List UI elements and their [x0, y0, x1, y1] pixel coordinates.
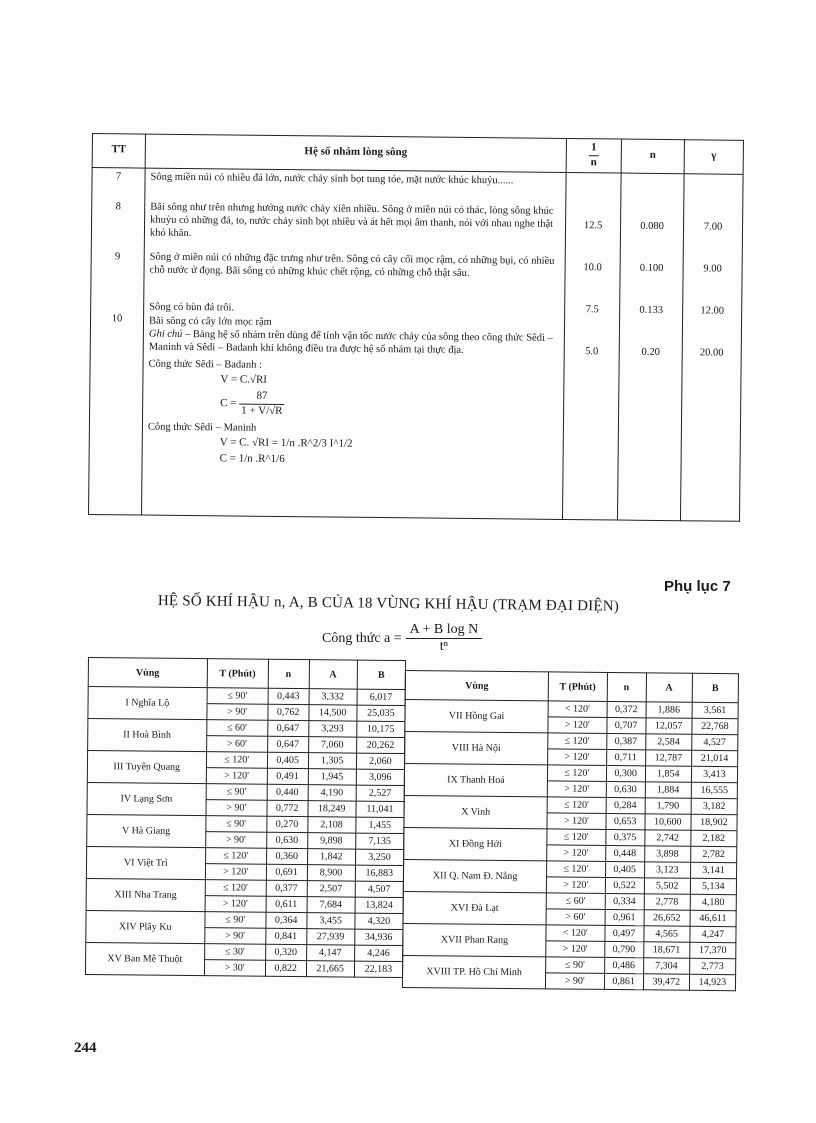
a-value: 4,190: [308, 785, 356, 801]
inv-n-value: 5.0: [585, 345, 599, 357]
n-value: 0,961: [605, 909, 644, 925]
region-header: Vùng: [88, 658, 207, 688]
table-row: [87, 751, 404, 770]
tt-9: 9: [115, 250, 121, 262]
n-value: 0,284: [606, 797, 645, 813]
t-value: ≤ 120': [205, 848, 266, 865]
table-row: [403, 891, 736, 910]
t-value: > 120': [547, 845, 606, 862]
table-row: [404, 827, 737, 846]
a-value: 7,304: [643, 958, 689, 974]
t-header: T (Phút): [207, 659, 268, 689]
climate-table-left: [85, 657, 406, 978]
n-value: 0,443: [268, 688, 309, 704]
n-value: 0,300: [606, 765, 645, 781]
a-value: 21,665: [306, 961, 354, 977]
b-value: 3,561: [692, 702, 738, 718]
b-value: 2,182: [691, 830, 737, 846]
table-row: [87, 846, 404, 865]
tt-10: 10: [111, 312, 123, 324]
tt-column: [89, 167, 146, 515]
b-value: 17,370: [690, 942, 736, 958]
col-inv-n-header: [566, 138, 621, 172]
region-header: Vùng: [405, 671, 548, 701]
formula1-c-lhs: C =: [220, 396, 237, 410]
table-row: [404, 795, 737, 814]
table-row: [404, 764, 737, 783]
a-value: 1,305: [308, 753, 356, 769]
t-value: > 30': [204, 960, 265, 977]
t-value: > 90': [545, 973, 604, 990]
b-value: 4,180: [690, 894, 736, 910]
a-value: 2,108: [307, 817, 355, 833]
region-name: XIII Nha Trang: [86, 878, 205, 911]
formula1-c-num: 87: [239, 389, 285, 404]
n-value: 0,630: [266, 832, 307, 848]
n-value: 0.080: [640, 220, 664, 232]
n-value: 0,707: [606, 717, 645, 733]
t-value: ≤ 90': [207, 688, 268, 705]
a-value: 27,939: [306, 929, 354, 945]
t-value: ≤ 120': [547, 861, 606, 878]
a-value: 12,057: [646, 718, 692, 734]
desc-8: Bãi sông như trên nhưng hướng nước chảy xiên nhiều. Sông ở miền núi có thác, lòng sông khúc khuỷu có những đá, to, nước chảy sinh bọt nhiều và át hết mọi âm thanh, nói với nhau nghe thật khó khăn.: [149, 201, 554, 239]
region-name: XVIII TP. Hồ Chí Minh: [402, 955, 545, 988]
n-value: 0,405: [267, 752, 308, 768]
a-value: 1,790: [645, 798, 691, 814]
formula2-label: Công thức Sêdi – Maninh: [147, 421, 257, 434]
t-value: > 120': [548, 717, 607, 734]
n-value: 0,491: [267, 768, 308, 784]
n-value: 0,405: [605, 861, 644, 877]
roughness-table: [88, 133, 744, 521]
b-value: 2,782: [690, 846, 736, 862]
desc-column: [142, 168, 567, 519]
n-value: 0,320: [265, 944, 306, 960]
desc-9: Sông ở miền núi có những đặc trưng như trên. Sông có cây cối mọc rậm, có những bụi, có nhiều chỗ nước ứ đọng. Bãi sông có những khúc chết rộng, có những chỗ thật sâu.: [149, 251, 555, 279]
b-value: 2,060: [356, 753, 404, 769]
t-value: > 120': [548, 749, 607, 766]
t-value: ≤ 120': [547, 829, 606, 846]
region-name: IV Lạng Sơn: [87, 782, 206, 815]
table-row: [403, 923, 736, 942]
n-value: 0,841: [265, 928, 306, 944]
gamma-value: 20.00: [699, 346, 724, 359]
climate-header-row: [405, 671, 738, 703]
region-name: XII Q. Nam Đ. Nẵng: [403, 859, 546, 892]
inv-n-denominator: n: [590, 155, 597, 169]
n-value: 0,448: [605, 845, 644, 861]
a-value: 7,684: [307, 897, 355, 913]
n-value: 0,497: [604, 925, 643, 941]
b-value: 22,768: [692, 718, 738, 734]
table-row: [86, 910, 403, 929]
b-value: 4,320: [355, 913, 403, 929]
climate-table-right: [402, 670, 739, 991]
b-value: 16,883: [355, 865, 403, 881]
a-value: 4,565: [644, 926, 690, 942]
n-value: 0,360: [266, 848, 307, 864]
tt-9b: [96, 300, 138, 312]
region-name: XIV Plây Ku: [86, 910, 205, 943]
b-value: 3,413: [691, 766, 737, 782]
region-name: XV Ban Mê Thuột: [85, 942, 204, 975]
page-number: 244: [74, 1040, 97, 1056]
a-value: 2,507: [307, 881, 355, 897]
formula1-label: Công thức Sêdi – Badanh :: [148, 358, 262, 371]
b-value: 20,262: [356, 737, 404, 753]
a-value: 9,898: [307, 833, 355, 849]
b-value: 4,527: [692, 734, 738, 750]
n-value: 0,486: [604, 957, 643, 973]
intensity-formula: [322, 622, 482, 655]
t-value: ≤ 120': [547, 797, 606, 814]
t-value: > 120': [547, 813, 606, 830]
table-row: [88, 719, 405, 738]
b-value: 11,041: [356, 801, 404, 817]
section-title: HỆ SỐ KHÍ HẬU n, A, B CỦA 18 VÙNG KHÍ HẬU (TRẠM ĐẠI DIỆN): [157, 593, 620, 615]
b-header: B: [357, 660, 406, 689]
a-value: 2,778: [644, 894, 690, 910]
b-value: 5,134: [690, 878, 736, 894]
b-value: 7,135: [355, 833, 403, 849]
table-row: [404, 859, 737, 878]
gamma-value: 12.00: [700, 304, 725, 317]
col-gamma-header: γ: [684, 140, 743, 174]
n-value: 0,372: [607, 701, 646, 717]
n-value: 0,334: [605, 893, 644, 909]
col-desc-header: Hệ số nhám lòng sông: [145, 134, 566, 172]
n-value: 0,711: [606, 749, 645, 765]
n-value: 0,861: [604, 973, 643, 989]
region-name: V Hà Giang: [87, 814, 206, 847]
table-row: [403, 955, 736, 974]
a-header: A: [646, 673, 692, 702]
b-value: 4,246: [354, 945, 402, 961]
t-value: < 120': [548, 701, 607, 718]
n-value: 0.133: [639, 304, 664, 316]
region-name: X Vinh: [404, 795, 547, 828]
n-value: 0,522: [605, 877, 644, 893]
t-value: > 90': [204, 928, 265, 945]
b-value: 2,773: [689, 958, 735, 974]
region-name: XVII Phan Rang: [403, 923, 546, 956]
a-value: 2,584: [645, 734, 691, 750]
t-value: ≤ 60': [546, 893, 605, 910]
a-value: 5,502: [644, 878, 690, 894]
n-value: 0,440: [267, 784, 308, 800]
n-value: 0.20: [641, 346, 660, 358]
n-value: 0,270: [267, 816, 308, 832]
formula2-v: V = C. √RI = 1/n .R^2/3 I^1/2: [219, 436, 353, 451]
appendix-label: Phụ lục 7: [664, 578, 731, 595]
n-value: 0,790: [604, 941, 643, 957]
formula2-c: C = 1/n .R^1/6: [219, 452, 285, 466]
b-value: 46,611: [690, 910, 736, 926]
b-value: 16,555: [691, 782, 737, 798]
b-value: 6,017: [357, 689, 405, 705]
formula1-c: [220, 389, 558, 421]
b-value: 22,183: [354, 961, 402, 977]
roughness-body-row: [89, 167, 744, 521]
table-row: [405, 732, 738, 751]
b-value: 4,247: [690, 926, 736, 942]
inv-n-value: 7.5: [585, 303, 599, 315]
b-value: 34,936: [354, 929, 402, 945]
t-value: > 90': [206, 800, 267, 817]
b-value: 2,527: [356, 785, 404, 801]
n-value: 0,630: [606, 781, 645, 797]
a-value: 3,123: [644, 862, 690, 878]
b-value: 10,175: [356, 721, 404, 737]
t-value: ≤ 30': [204, 944, 265, 961]
b-header: B: [692, 673, 738, 702]
a-value: 1,884: [645, 782, 691, 798]
a-value: 3,332: [309, 689, 357, 705]
t-value: ≤ 120': [547, 765, 606, 782]
climate-header-row: [88, 658, 405, 690]
t-value: ≤ 90': [546, 957, 605, 974]
n-value: 0,653: [606, 813, 645, 829]
n-value: 0,647: [267, 720, 308, 736]
formula-prefix: Công thức a =: [322, 630, 402, 646]
b-value: 3,182: [691, 798, 737, 814]
a-value: 26,652: [644, 910, 690, 926]
region-name: VI Việt Trì: [86, 846, 205, 879]
desc-9b: Sông có bùn đá trôi.: [149, 301, 235, 313]
table-row: [87, 814, 404, 833]
t-value: > 60': [546, 909, 605, 926]
a-value: 3,455: [306, 913, 354, 929]
a-value: 39,472: [643, 974, 689, 990]
tt-8: 8: [115, 200, 121, 212]
note: [149, 327, 559, 358]
a-value: 12,787: [645, 750, 691, 766]
t-value: ≤ 120': [205, 880, 266, 897]
a-header: A: [309, 660, 357, 689]
n-value: 0,691: [266, 864, 307, 880]
formula1-c-den: 1 + V/√R: [241, 404, 283, 417]
n-value: 0,822: [265, 960, 306, 976]
n-value: 0,647: [267, 736, 308, 752]
b-value: 4,507: [355, 881, 403, 897]
a-value: 1,945: [308, 769, 356, 785]
a-value: 18,671: [643, 942, 689, 958]
formula-numerator: A + B log N: [406, 622, 483, 639]
formula1-v: V = C.√RI: [220, 373, 268, 386]
t-value: ≤ 90': [204, 912, 265, 929]
a-value: 10,600: [645, 814, 691, 830]
t-value: > 90': [206, 704, 267, 721]
n-value: 0,762: [268, 704, 309, 720]
col-n-header: n: [621, 139, 684, 173]
b-value: 3,141: [690, 862, 736, 878]
gamma-value: 9.00: [703, 262, 722, 275]
n-header: n: [607, 672, 646, 701]
desc-7: Sông miền núi có nhiều đá lớn, nước chảy sinh bọt tung tóe, mặt nước khúc khuỷu......: [150, 171, 514, 186]
table-row: [86, 942, 403, 961]
n-column: [617, 173, 684, 521]
a-value: 8,900: [307, 865, 355, 881]
region-name: VIII Hà Nội: [405, 732, 548, 765]
t-value: > 120': [206, 768, 267, 785]
tt-7: 7: [115, 170, 122, 182]
b-value: 18,902: [691, 814, 737, 830]
t-header: T (Phút): [548, 672, 607, 702]
t-value: < 120': [546, 925, 605, 942]
t-value: > 120': [546, 941, 605, 958]
t-value: > 120': [205, 896, 266, 913]
a-value: 3,293: [308, 721, 356, 737]
col-tt-header: TT: [92, 134, 145, 168]
a-value: 7,060: [308, 737, 356, 753]
a-value: 2,742: [644, 830, 690, 846]
t-value: ≤ 90': [206, 784, 267, 801]
n-value: 0,772: [267, 800, 308, 816]
n-value: 0,377: [266, 880, 307, 896]
a-value: 1,842: [307, 849, 355, 865]
t-value: ≤ 120': [548, 733, 607, 750]
region-name: IX Thanh Hoá: [404, 764, 547, 797]
n-value: 0,611: [266, 896, 307, 912]
region-name: VII Hồng Gai: [405, 700, 548, 733]
inv-n-value: 12.5: [583, 219, 603, 231]
gamma-value: 7.00: [703, 220, 723, 233]
a-value: 14,500: [308, 705, 356, 721]
t-value: > 90': [205, 832, 266, 849]
table-row: [405, 700, 738, 719]
gamma-column: [680, 173, 743, 521]
n-value: 0,387: [606, 733, 645, 749]
table-row: [87, 782, 404, 801]
a-value: 18,249: [308, 801, 356, 817]
t-value: > 60': [206, 736, 267, 753]
n-value: 0.100: [639, 262, 664, 274]
b-value: 13,824: [355, 897, 403, 913]
inv-n-column: [562, 172, 621, 520]
t-value: > 120': [205, 864, 266, 881]
t-value: ≤ 120': [206, 752, 267, 769]
n-header: n: [268, 659, 309, 688]
a-value: 1,854: [645, 766, 691, 782]
inv-n-value: 10.0: [583, 261, 602, 273]
region-name: XVI Đà Lạt: [403, 891, 546, 924]
a-value: 1,886: [646, 702, 692, 718]
b-value: 3,250: [355, 849, 403, 865]
region-name: XI Đồng Hới: [404, 827, 547, 860]
formula-denominator: tⁿ: [439, 639, 449, 654]
region-name: III Tuyên Quang: [87, 751, 206, 784]
t-value: > 120': [546, 877, 605, 894]
desc-10: Bãi sông có cây lớn mọc rậm: [148, 315, 272, 328]
a-value: 4,147: [306, 945, 354, 961]
b-value: 21,014: [691, 750, 737, 766]
region-name: II Hoà Bình: [88, 719, 207, 752]
n-value: 0,364: [266, 912, 307, 928]
t-value: ≤ 60': [206, 720, 267, 737]
n-value: 0,375: [605, 829, 644, 845]
b-value: 25,035: [357, 705, 405, 721]
note-label: Ghi chú: [148, 328, 183, 340]
region-name: I Nghĩa Lộ: [88, 687, 207, 720]
b-value: 14,923: [689, 974, 735, 990]
b-value: 3,096: [356, 769, 404, 785]
note-text: – Bảng hệ số nhám trên dùng để tính vận tốc nước chảy của sông theo công thức Sêdi – Maninh và Sêdi – Badanh khi không điều tra được hệ số nhám tại thực địa.: [148, 328, 553, 356]
table-row: [86, 878, 403, 897]
b-value: 1,455: [356, 817, 404, 833]
t-value: ≤ 90': [205, 816, 266, 833]
t-value: > 120': [547, 781, 606, 798]
inv-n-numerator: 1: [589, 141, 599, 156]
table-row: [88, 687, 405, 706]
a-value: 3,898: [644, 846, 690, 862]
